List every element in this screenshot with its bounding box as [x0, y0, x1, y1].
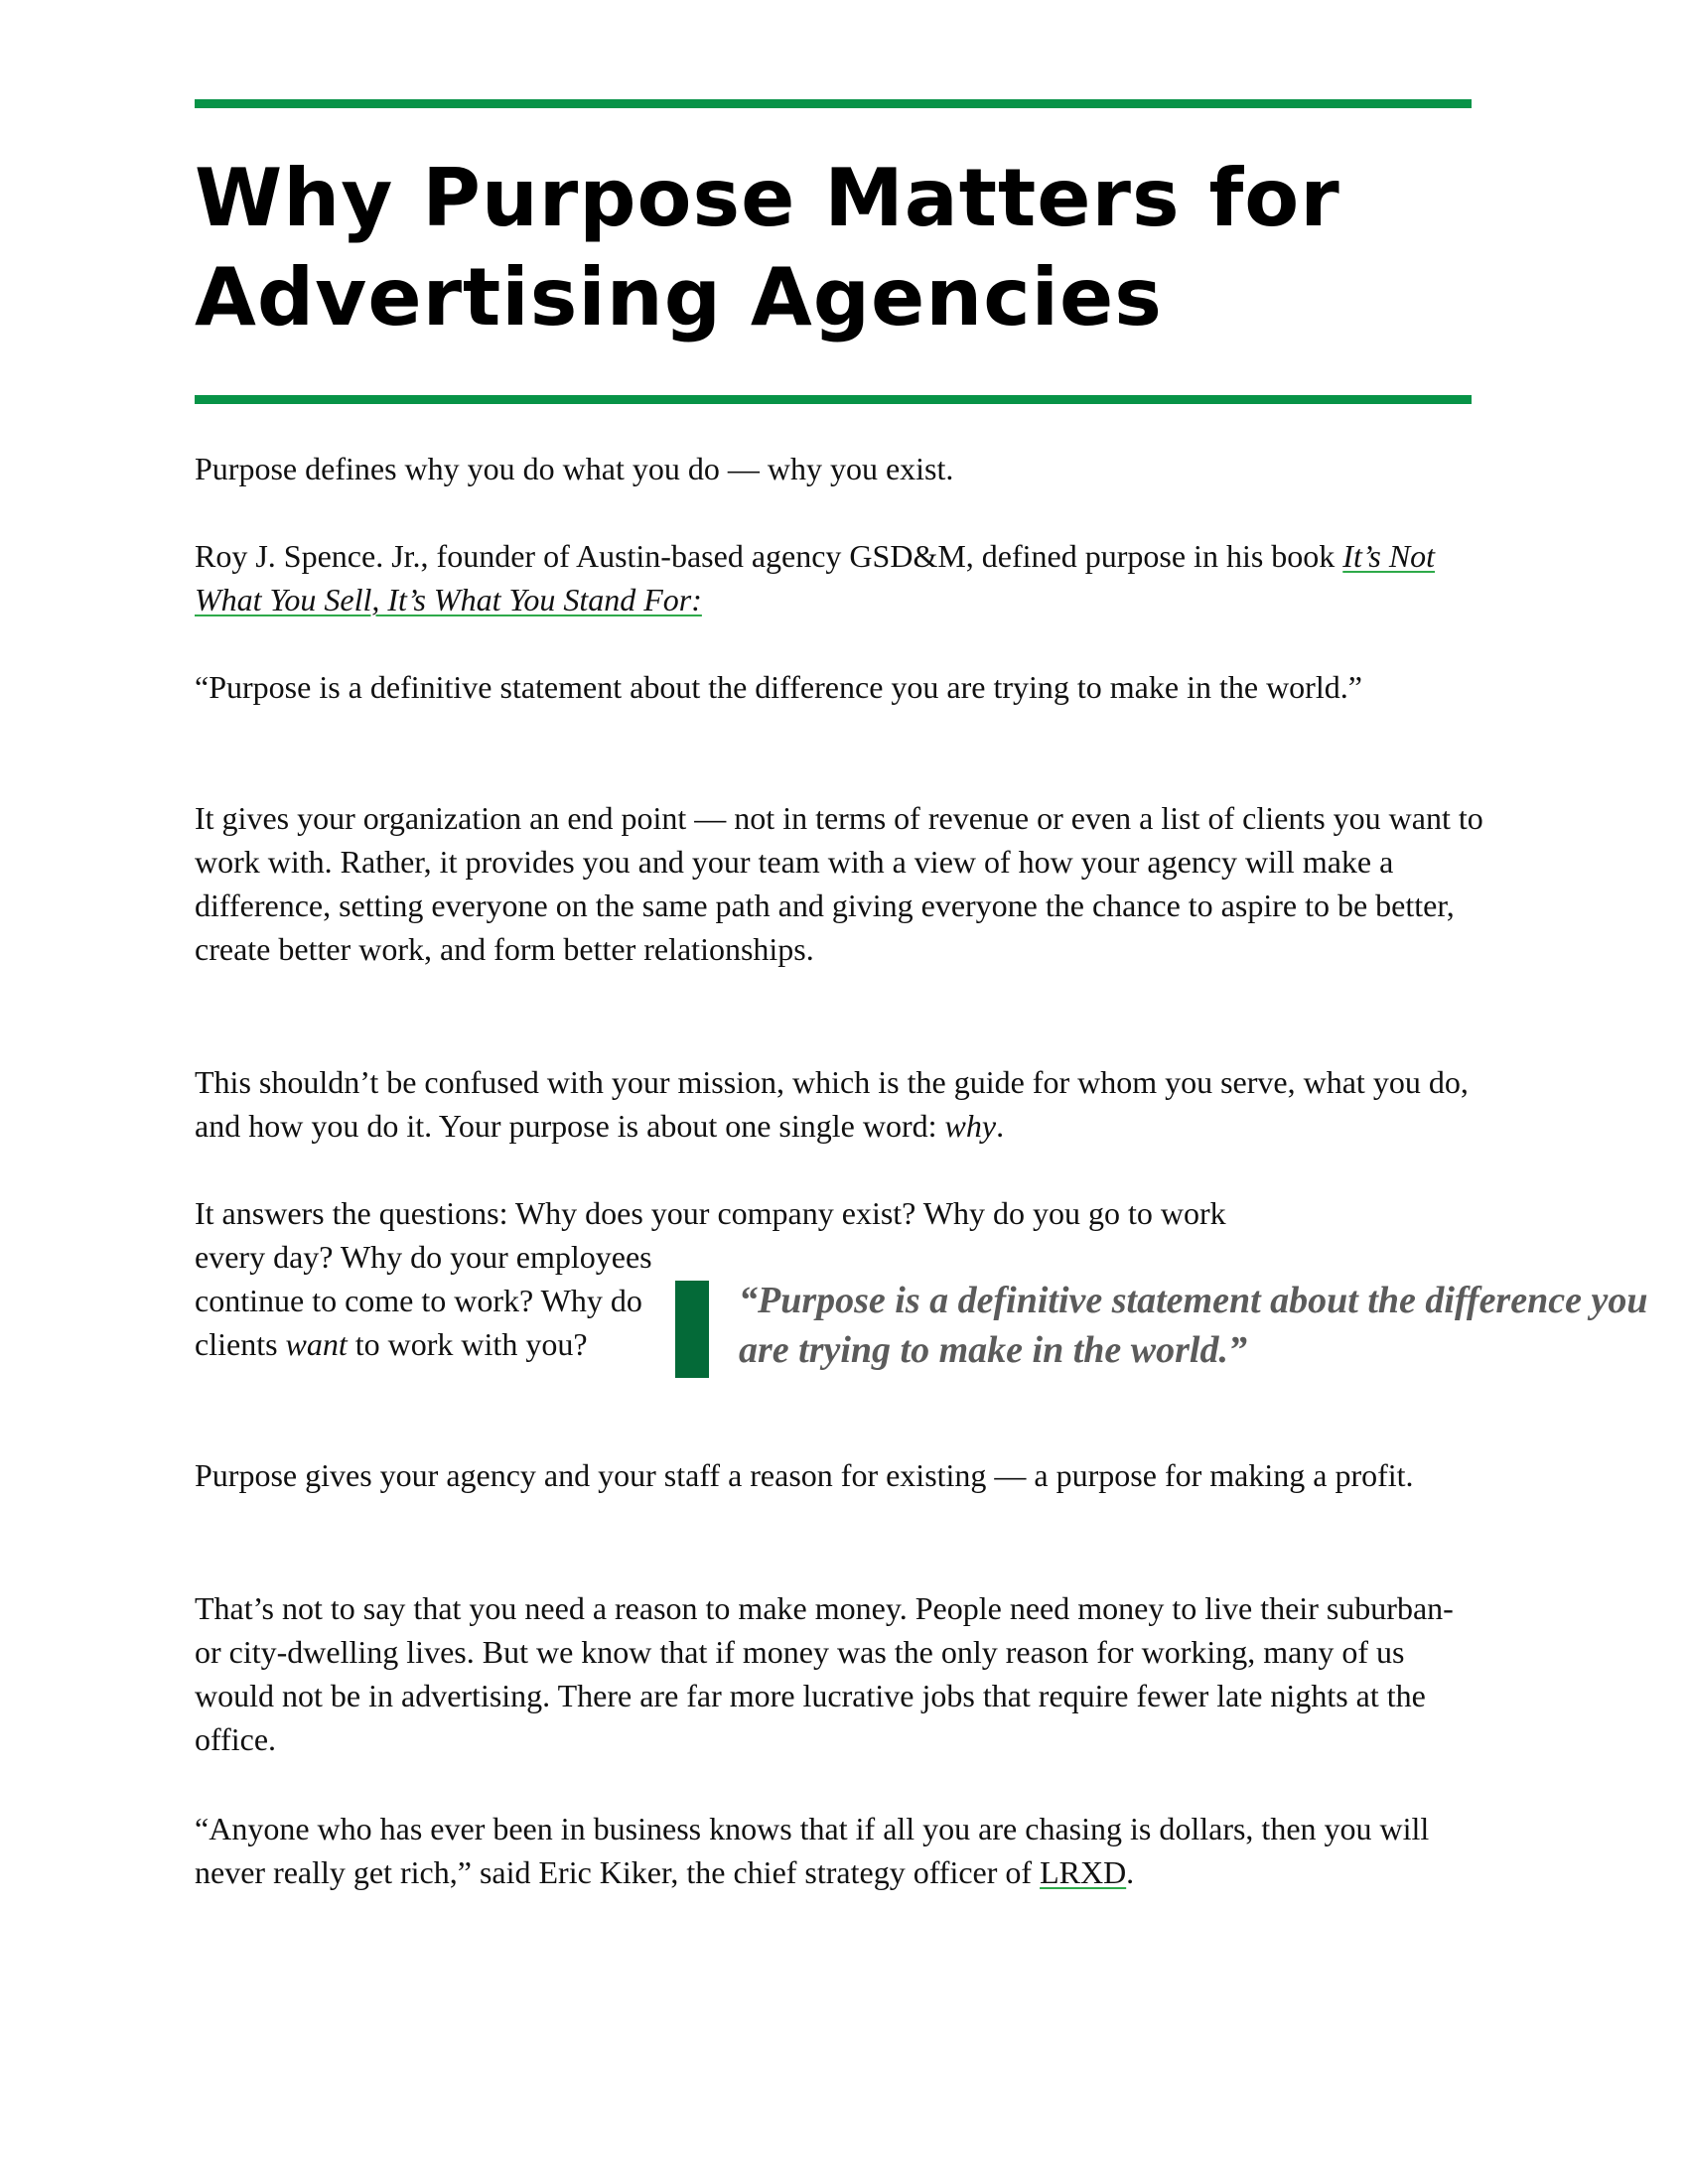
paragraph-3-quote: “Purpose is a definitive statement about the difference you are trying to make in the world.” — [195, 669, 1362, 705]
paragraph-6-text-b: to work with you? — [347, 1326, 588, 1362]
emphasis-want: want — [285, 1326, 348, 1362]
paragraph-8: That’s not to say that you need a reason to make money. People need money to live their suburban- or city-dwelling lives. But we know that if money was the only reason for working, many of us would not be in advertising. There are far more lucrative jobs that require fewer late nights at the office. — [195, 1590, 1454, 1757]
title-line-1: Why Purpose Matters for — [195, 152, 1340, 244]
pull-quote: “Purpose is a definitive statement about the difference you are trying to make in the world.” — [739, 1280, 1648, 1371]
paragraph-9 — [195, 1807, 1485, 1894]
paragraph-5-end: . — [996, 1108, 1005, 1144]
emphasis-why: why — [944, 1108, 997, 1144]
paragraph-2 — [195, 534, 1485, 621]
book-title-link[interactable]: It’s Not What You Sell, It’s What You Stand For: — [195, 538, 1436, 617]
bottom-green-rule — [195, 395, 1472, 404]
paragraph-2-text: Roy J. Spence. Jr., founder of Austin-based agency GSD&M, defined purpose in his book — [195, 538, 1343, 574]
top-green-rule — [195, 99, 1472, 108]
paragraph-4: It gives your organization an end point — not in terms of revenue or even a list of clients you want to work with. Rather, it provides you and your team with a view of how your agency will make a difference, setting everyone on the same path and giving everyone the chance to aspire to be better, create better work, and form better relationships. — [195, 800, 1483, 967]
lrxd-link[interactable]: LRXD — [1040, 1854, 1127, 1890]
title-line-2: Advertising Agencies — [195, 251, 1163, 343]
page-title — [195, 149, 1485, 347]
paragraph-6-wrapped — [195, 1235, 661, 1366]
paragraph-7: Purpose gives your agency and your staff a reason for existing — a purpose for making a profit. — [195, 1457, 1414, 1493]
paragraph-5-text: This shouldn’t be confused with your mission, which is the guide for whom you serve, what you do, and how you do it. Your purpose is about one single word: — [195, 1064, 1469, 1144]
paragraph-9-text: “Anyone who has ever been in business knows that if all you are chasing is dollars, then you will never really get rich,” said Eric Kiker, the chief strategy officer of — [195, 1811, 1430, 1890]
pull-quote-bar — [675, 1281, 709, 1378]
paragraph-1: Purpose defines why you do what you do — why you exist. — [195, 451, 954, 486]
paragraph-6-line-1: It answers the questions: Why does your company exist? Why do you go to work — [195, 1195, 1226, 1231]
paragraph-5 — [195, 1060, 1485, 1148]
paragraph-6-text-a: every day? Why do your employees continue to come to work? Why do clients — [195, 1239, 652, 1362]
paragraph-9-end: . — [1126, 1854, 1135, 1890]
